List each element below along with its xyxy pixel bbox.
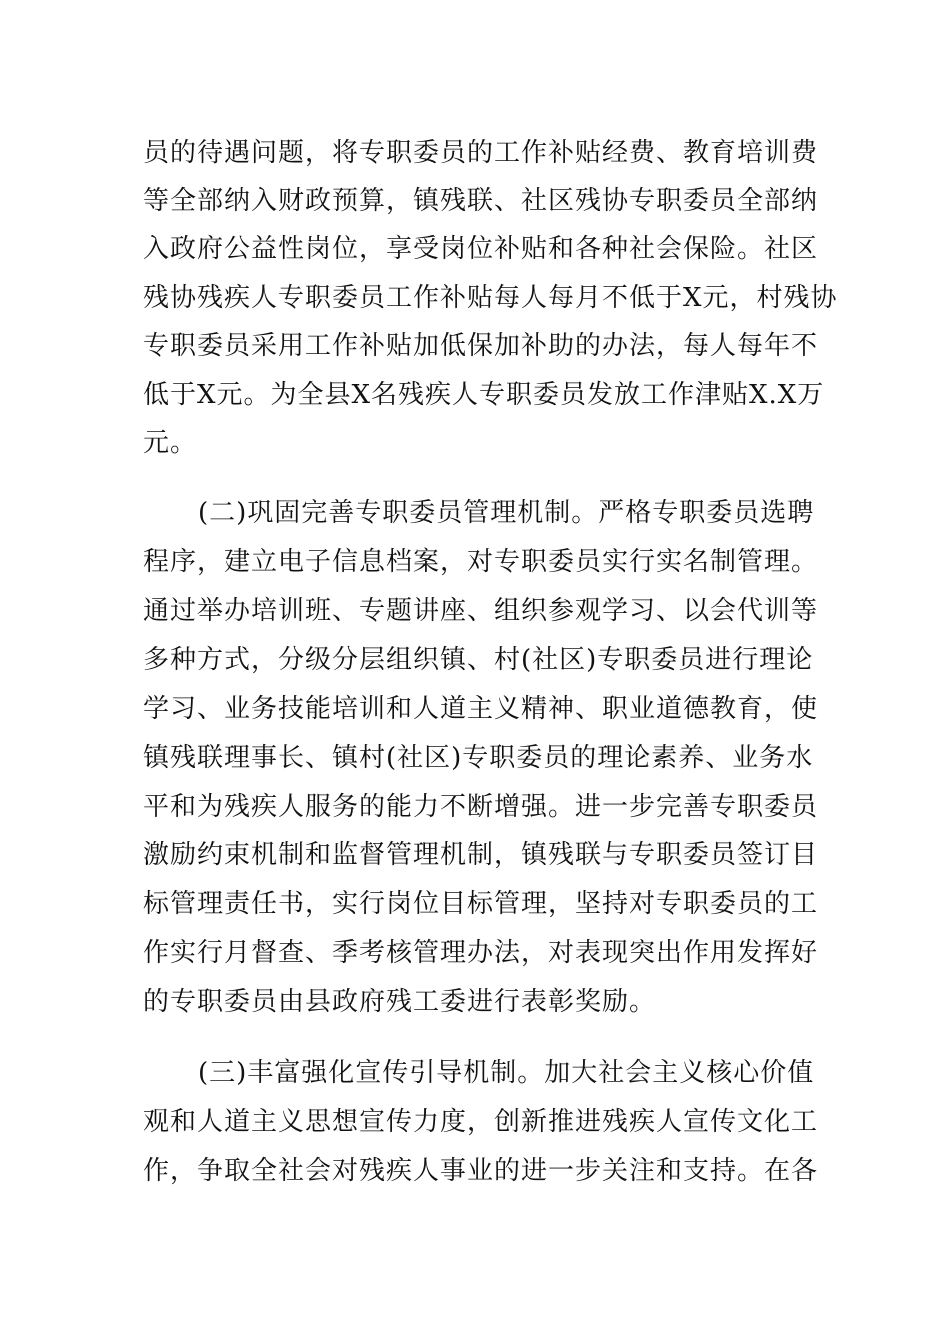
paragraph-1-line-1: 员的待遇问题，将专职委员的工作补贴经费、教育培训费: [143, 138, 819, 168]
paragraph-2-line-6: 镇残联理事长、镇村(社区)专职委员的理论素养、业务水: [143, 743, 814, 773]
paragraph-3-line-3: 作，争取全社会对残疾人事业的进一步关注和支持。在各: [143, 1156, 819, 1186]
paragraph-3-line-2: 观和人道主义思想宣传力度，创新推进残疾人宣传文化工: [143, 1107, 819, 1137]
paragraph-2-line-9: 标管理责任书，实行岗位目标管理，坚持对专职委员的工: [143, 889, 819, 919]
paragraph-1-line-3: 入政府公益性岗位，享受岗位补贴和各种社会保险。社区: [143, 234, 819, 264]
paragraph-2-line-2: 程序，建立电子信息档案，对专职委员实行实名制管理。: [143, 547, 819, 577]
paragraph-1-line-6: 低于X元。为全县X名残疾人专职委员发放工作津贴X.X万: [143, 380, 825, 410]
paragraph-1-line-4: 残协残疾人专职委员工作补贴每人每月不低于X元，村残协: [143, 283, 838, 313]
paragraph-2-line-10: 作实行月督查、季考核管理办法，对表现突出作用发挥好: [143, 938, 819, 968]
paragraph-2-line-7: 平和为残疾人服务的能力不断增强。进一步完善专职委员: [143, 792, 819, 822]
paragraph-1-line-7: 元。: [143, 428, 198, 458]
paragraph-2-line-11: 的专职委员由县政府残工委进行表彰奖励。: [143, 987, 657, 1017]
paragraph-2-line-4: 多种方式，分级分层组织镇、村(社区)专职委员进行理论: [143, 645, 814, 675]
paragraph-1-line-5: 专职委员采用工作补贴加低保加补助的办法，每人每年不: [143, 331, 819, 361]
paragraph-1-line-2: 等全部纳入财政预算，镇残联、社区残协专职委员全部纳: [143, 186, 819, 216]
paragraph-2-line-5: 学习、业务技能培训和人道主义精神、职业道德教育，使: [143, 694, 819, 724]
paragraph-2-line-8: 激励约束机制和监督管理机制，镇残联与专职委员签订目: [143, 840, 819, 870]
paragraph-2-line-3: 通过举办培训班、专题讲座、组织参观学习、以会代训等: [143, 596, 819, 626]
paragraph-3-line-1: (三)丰富强化宣传引导机制。加大社会主义核心价值: [198, 1058, 815, 1088]
paragraph-2-line-1: (二)巩固完善专职委员管理机制。严格专职委员选聘: [198, 498, 815, 528]
